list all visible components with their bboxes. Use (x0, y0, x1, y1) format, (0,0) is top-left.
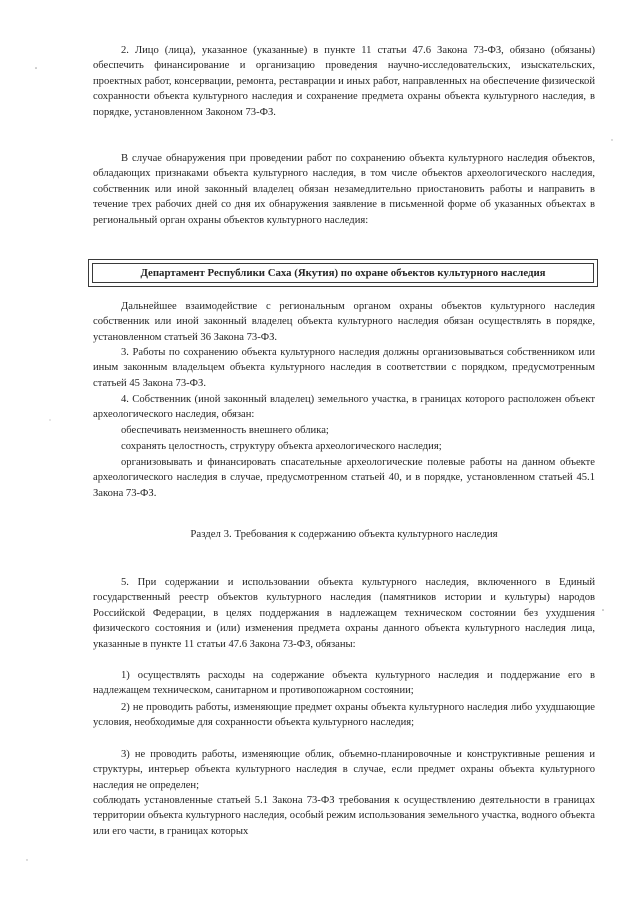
paragraph-subitem-2: 2) не проводить работы, изменяющие предмет охраны объекта культурного наследия либо ухудшающие условия, необходимые для сохранности объекта культурного наследия; (93, 702, 595, 729)
paragraph-keep-integrity: сохранять целостность, структуру объекта археологического наследия; (121, 441, 442, 452)
paragraph-further-interaction: Дальнейшее взаимодействие с региональным органом охраны объектов культурного наследия собственник или иной законный владелец объекта культурного наследия обязан осуществлять в порядке, установленном статьей 36 Закона 73-ФЗ. (93, 301, 595, 343)
paragraph-comply-requirements: соблюдать установленные статьей 5.1 Закона 73-ФЗ требования к осуществлению деятельности в границах территории объекта культурного наследия, особый режим использования земельного участка, водного объекта или его части, в границах которых (93, 795, 595, 837)
paragraph-item-5: 5. При содержании и использовании объекта культурного наследия, включенного в Единый государственный реестр объектов культурного наследия (памятников истории и культуры) народов Российской Федерации, в целях поддержания в надлежащем техническом состоянии без ухудшения физического состояния и (или) изменения предмета охраны данного объекта культурного наследия лица, указанные в пункте 11 статьи 47.6 Закона 73-ФЗ, обязаны: (93, 577, 595, 650)
section-3-title: Раздел 3. Требования к содержанию объекта культурного наследия (190, 528, 498, 540)
paragraph-item-4: 4. Собственник (иной законный владелец) земельного участка, в границах которого расположен объект археологического наследия, обязан: (93, 394, 595, 421)
paragraph-subitem-3: 3) не проводить работы, изменяющие облик, объемно-планировочные и конструктивные решения и структуры, интерьер объекта культурного наследия в случае, если предмет охраны объекта культурного наследия не определен; (93, 749, 595, 791)
paragraph-discovery-notice: В случае обнаружения при проведении работ по сохранению объекта культурного наследия объектов, обладающих признаками объекта культурного наследия, в том числе объектов археологического наследия, собственник или иной законный владелец обязан незамедлительно приостановить работы и направить в течение трех рабочих дней со дня их обнаружения заявление в письменной форме об указанных объектах в региональный орган охраны объектов культурного наследия: (93, 153, 595, 226)
boxed-authority-name: Департамент Республики Саха (Якутия) по охране объектов культурного наследия (92, 263, 594, 283)
paragraph-rescue-excavations: организовывать и финансировать спасательные археологические полевые работы на данном объекте археологического наследия в случае, предусмотренном статьей 40, и в порядке, установленном статьей 45.1 Закона 73-ФЗ. (93, 457, 595, 499)
paragraph-keep-appearance: обеспечивать неизменность внешнего облика; (121, 425, 329, 436)
paragraph-item-3: 3. Работы по сохранению объекта культурного наследия должны организовываться собственником или иным законным владельцем объекта культурного наследия в соответствии с порядком, предусмотренным статьей 45 Закона 73-ФЗ. (93, 347, 595, 389)
paragraph-subitem-1: 1) осуществлять расходы на содержание объекта культурного наследия и поддержание его в надлежащем техническом, санитарном и противопожарном состоянии; (93, 670, 595, 697)
paragraph-financing-obligation: 2. Лицо (лица), указанное (указанные) в пункте 11 статьи 47.6 Закона 73-ФЗ, обязано (обязаны) обеспечить финансирование и организацию проведения научно-исследовательских, изыскательских, проектных работ, консервации, ремонта, реставрации и иных работ, направленных на обеспечение физической сохранности объекта культурного наследия и сохранение предмета охраны объекта культурного наследия, в порядке, установленном Законом 73-ФЗ. (93, 45, 595, 118)
